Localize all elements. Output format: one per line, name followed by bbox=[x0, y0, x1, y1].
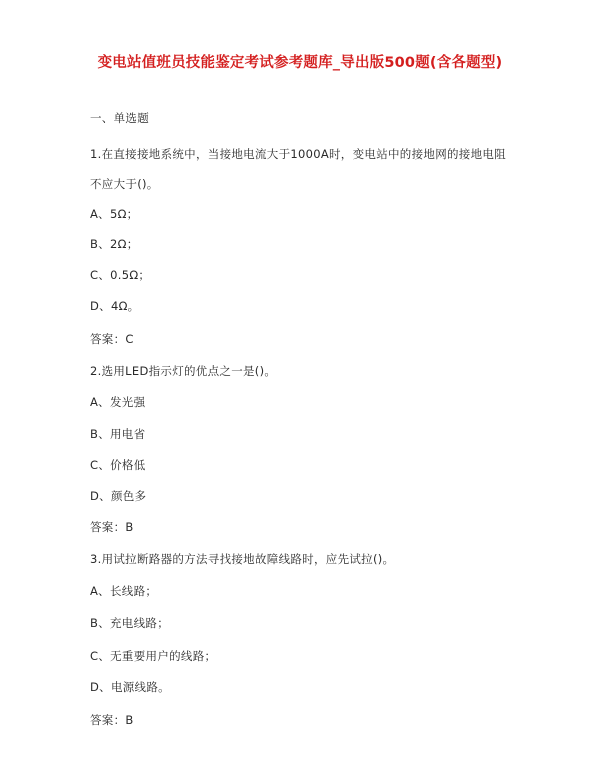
question-1-option-a: A、5Ω； bbox=[90, 207, 139, 221]
question-1-stem-line-2: 不应大于()。 bbox=[90, 177, 159, 191]
question-3-option-b: B、充电线路； bbox=[90, 616, 169, 630]
question-2-answer: 答案：B bbox=[90, 520, 134, 534]
question-3-stem-line-1: 3.用试拉断路器的方法寻找接地故障线路时，应先试拉()。 bbox=[90, 552, 395, 566]
question-2-option-b: B、用电省 bbox=[90, 427, 146, 441]
question-2-option-a: A、发光强 bbox=[90, 395, 146, 409]
question-3-option-a: A、长线路； bbox=[90, 584, 158, 598]
question-1-option-d: D、4Ω。 bbox=[90, 299, 140, 313]
question-3-option-c: C、无重要用户的线路； bbox=[90, 649, 217, 663]
question-2-stem-line-1: 2.选用LED指示灯的优点之一是()。 bbox=[90, 364, 277, 378]
document-title: 变电站值班员技能鉴定考试参考题库_导出版500题(含各题型) bbox=[97, 55, 503, 71]
question-1-answer: 答案：C bbox=[90, 332, 134, 346]
question-2-option-d: D、颜色多 bbox=[90, 489, 147, 503]
question-3-answer: 答案：B bbox=[90, 713, 134, 727]
question-3-option-d: D、电源线路。 bbox=[90, 680, 170, 694]
question-1-option-c: C、0.5Ω； bbox=[90, 268, 151, 282]
question-1-option-b: B、2Ω； bbox=[90, 237, 139, 251]
section-heading: 一、单选题 bbox=[90, 111, 149, 125]
question-2-option-c: C、价格低 bbox=[90, 458, 146, 472]
question-1-stem-line-1: 1.在直接接地系统中，当接地电流大于1000A时，变电站中的接地网的接地电阻 bbox=[90, 147, 507, 161]
